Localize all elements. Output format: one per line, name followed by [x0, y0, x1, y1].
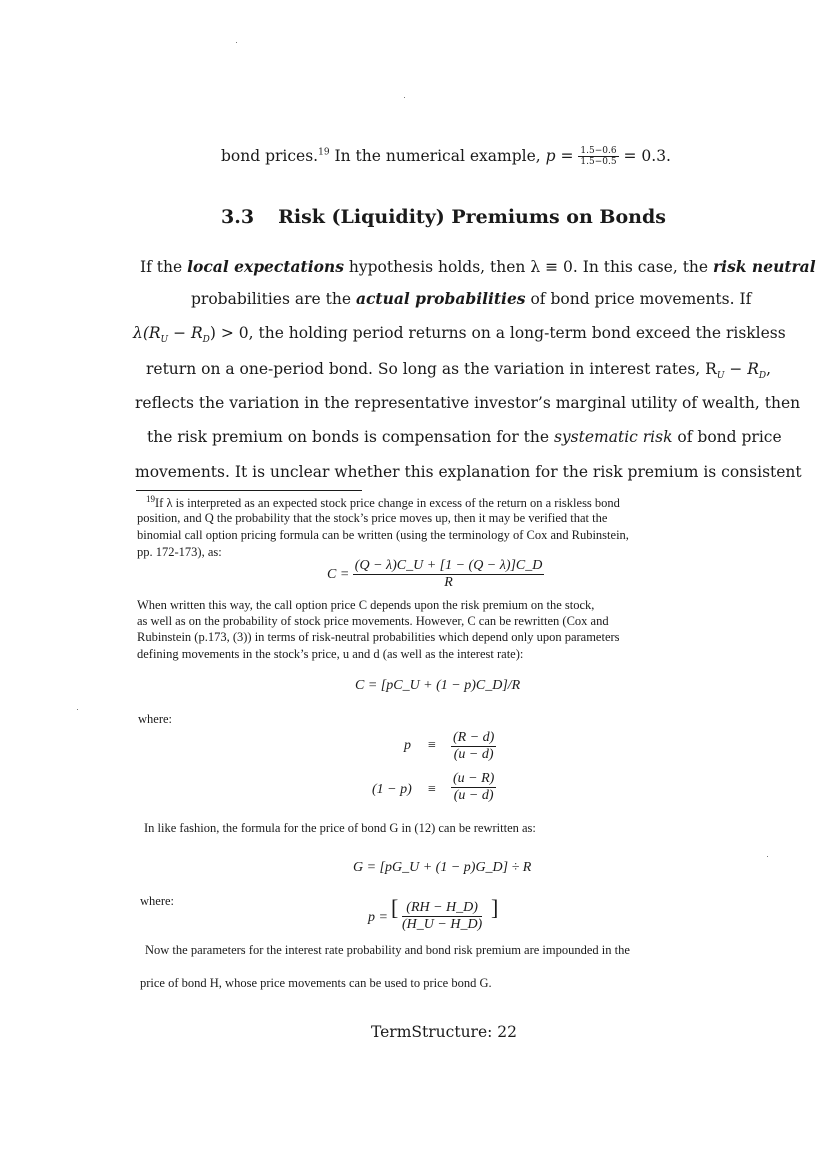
- math-variable: p =: [545, 146, 579, 165]
- equation: [327, 558, 544, 591]
- emphasis: actual probabilities: [355, 289, 526, 308]
- text-span: If the: [140, 258, 188, 276]
- text-line: [191, 289, 751, 308]
- math-subscript: D: [758, 371, 767, 382]
- fraction: [451, 730, 496, 763]
- fraction: [578, 146, 618, 168]
- fraction-denominator: 1.5−0.5: [580, 157, 617, 168]
- text-line: reflects the variation in the representative investor’s marginal utility of wealth, then: [135, 394, 801, 412]
- equation-lhs: p =: [368, 910, 388, 925]
- fraction-denominator: (u − d): [453, 788, 494, 804]
- emphasis: systematic risk: [553, 428, 673, 446]
- footnote-line: pp. 172-173), as:: [137, 545, 222, 559]
- section-title: Risk (Liquidity) Premiums on Bonds: [278, 206, 666, 228]
- text-span: hypothesis holds, then λ ≡ 0. In this case, the: [343, 258, 714, 276]
- text-span: bond prices.: [221, 146, 319, 165]
- bracket-left: [: [391, 895, 399, 920]
- text-line: movements. It is unclear whether this explanation for the risk premium is consistent: [135, 463, 802, 481]
- footnote-line: In like fashion, the formula for the price of bond G in (12) can be rewritten as:: [144, 821, 536, 835]
- footnote-rule: [136, 490, 362, 491]
- fraction-denominator: (u − d): [453, 747, 494, 763]
- scan-speck: [404, 97, 405, 98]
- equation-lhs: C =: [327, 566, 353, 582]
- section-heading: [221, 206, 666, 228]
- footnote-line: When written this way, the call option price C depends upon the risk premium on the stock,: [137, 598, 595, 612]
- fraction-numerator: (u − R): [451, 771, 496, 788]
- text-span: of bond price movements. If: [525, 290, 752, 308]
- equation: C = [pC_U + (1 − p)C_D]/R: [355, 678, 521, 693]
- footnote-line: Rubinstein (p.173, (3)) in terms of risk-neutral probabilities which depend only upon parameters: [137, 630, 620, 644]
- text-line: [140, 257, 816, 276]
- section-number: 3.3: [221, 206, 255, 228]
- text-span: the risk premium on bonds is compensation for the: [147, 428, 554, 446]
- footnote-line: [146, 494, 620, 511]
- bracket-right: ]: [491, 895, 499, 920]
- text-span: of bond price: [672, 428, 782, 446]
- fraction-numerator: (RH − H_D): [402, 900, 482, 917]
- text-span: ) > 0, the holding period returns on a long-term bond exceed the riskless: [209, 324, 786, 342]
- emphasis: local expectations: [187, 257, 344, 276]
- math-subscript: U: [160, 335, 169, 346]
- text-span: In the numerical example,: [329, 146, 546, 165]
- text-span: If λ is interpreted as an expected stock price change in excess of the return on a riskless bond: [155, 496, 620, 511]
- page-footer: TermStructure: 22: [371, 1023, 518, 1041]
- fraction: [353, 558, 545, 591]
- equation-relation: ≡: [428, 782, 436, 797]
- math-subscript: U: [716, 371, 725, 382]
- equation: G = [pG_U + (1 − p)G_D] ÷ R: [353, 860, 532, 875]
- math-span: − R: [168, 324, 203, 342]
- footnote-marker: 19: [146, 494, 155, 504]
- text-line: [133, 324, 786, 345]
- math-subscript: D: [202, 335, 210, 346]
- fraction-denominator: R: [444, 575, 453, 591]
- equation-lhs: p: [404, 738, 411, 753]
- footnote-line: price of bond H, whose price movements can be used to price bond G.: [140, 976, 492, 990]
- footnote-line: where:: [138, 712, 173, 726]
- emphasis: risk neutral: [713, 257, 816, 276]
- footnote-line: binomial call option pricing formula can be written (using the terminology of Cox and Rubinstein,: [137, 528, 629, 542]
- text-span: ,: [766, 360, 772, 378]
- footnote-line: as well as on the probability of stock price movements. However, C can be rewritten (Cox and: [137, 614, 609, 628]
- equation-lhs: (1 − p): [372, 782, 412, 797]
- footnote-line: position, and Q the probability that the stock’s price moves up, then it may be verified that the: [137, 511, 608, 525]
- fraction-numerator: (R − d): [451, 730, 496, 747]
- text-line: [146, 360, 771, 381]
- scan-speck: [236, 42, 237, 43]
- math-span: λ(R: [133, 324, 161, 342]
- fraction-numerator: (Q − λ)C_U + [1 − (Q − λ)]C_D: [353, 558, 545, 575]
- fraction-numerator: 1.5−0.6: [580, 146, 617, 156]
- text-span: probabilities are the: [191, 290, 356, 308]
- footnote-line: where:: [140, 894, 175, 908]
- fraction: [451, 771, 496, 804]
- fraction-denominator: (H_U − H_D): [402, 917, 483, 933]
- scan-speck: [77, 709, 78, 710]
- text-line: [221, 146, 671, 168]
- text-line: [147, 428, 782, 446]
- fraction: [402, 900, 482, 933]
- footnote-line: defining movements in the stock’s price, u and d (as well as the interest rate):: [137, 647, 524, 661]
- footnote-marker: 19: [318, 147, 330, 158]
- text-span: return on a one-period bond. So long as the variation in interest rates, R: [146, 360, 717, 378]
- math-span: − R: [724, 360, 759, 378]
- equation-relation: ≡: [428, 738, 436, 753]
- text-span: = 0.3.: [618, 146, 671, 165]
- scan-speck: [767, 856, 768, 857]
- footnote-line: Now the parameters for the interest rate probability and bond risk premium are impounded in the: [145, 943, 630, 957]
